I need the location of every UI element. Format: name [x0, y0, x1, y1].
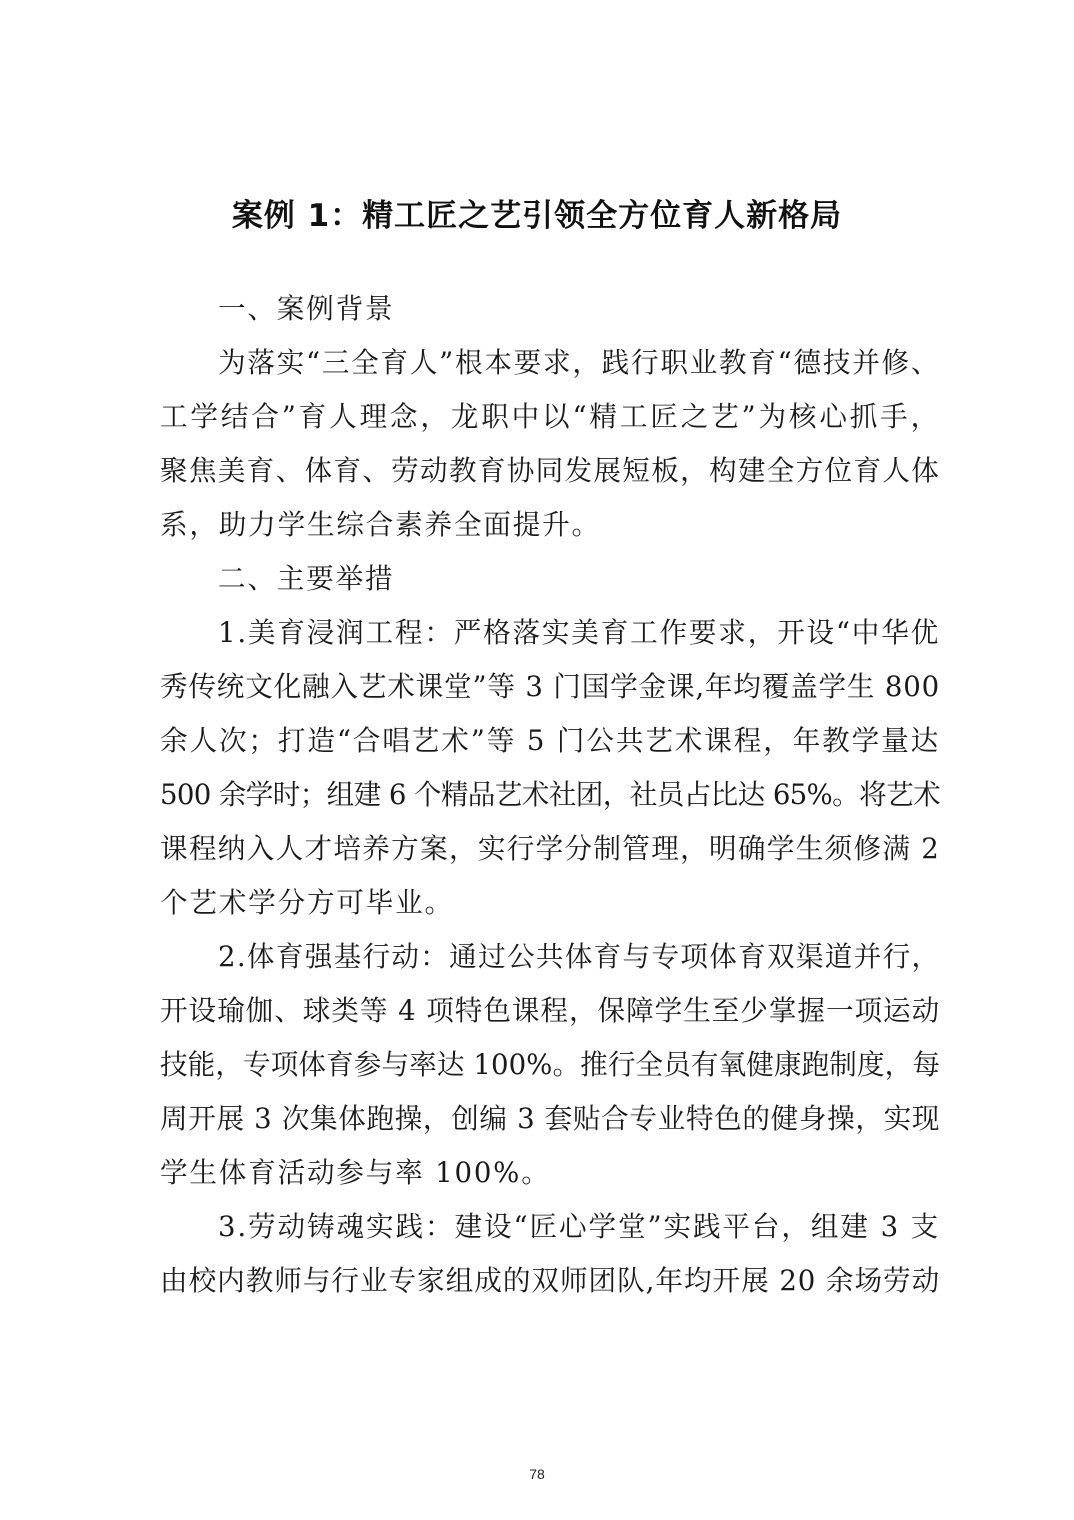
paragraph-line: 3.劳动铸魂实践：建设“匠心学堂”实践平台，组建 3 支	[218, 1210, 940, 1243]
paragraph-line: 余人次；打造“合唱艺术”等 5 门公共艺术课程，年教学量达	[160, 724, 940, 757]
paragraph-line: 2.体育强基行动：通过公共体育与专项体育双渠道并行，	[218, 940, 941, 973]
document-body	[160, 282, 940, 1308]
section-heading-measures: 二、主要举措	[218, 562, 395, 595]
paragraph-line: 开设瑜伽、球类等 4 项特色课程，保障学生至少掌握一项运动	[160, 994, 940, 1027]
paragraph-line: 1.美育浸润工程：严格落实美育工作要求，开设“中华优	[218, 616, 940, 649]
paragraph-line: 个艺术学分方可毕业。	[160, 886, 454, 919]
paragraph-line: 工学结合”育人理念，龙职中以“精工匠之艺”为核心抓手，	[160, 400, 940, 433]
paragraph-line: 秀传统文化融入艺术课堂”等 3 门国学金课,年均覆盖学生 800	[160, 670, 940, 703]
paragraph-line: 由校内教师与行业专家组成的双师团队,年均开展 20 余场劳动	[160, 1264, 940, 1297]
paragraph-line: 技能，专项体育参与率达 100%。推行全员有氧健康跑制度，每	[160, 1048, 940, 1081]
paragraph-line: 周开展 3 次集体跑操，创编 3 套贴合专业特色的健身操，实现	[160, 1102, 940, 1135]
paragraph-line: 500 余学时；组建 6 个精品艺术社团，社员占比达 65%。将艺术	[160, 778, 940, 811]
paragraph-line: 聚焦美育、体育、劳动教育协同发展短板，构建全方位育人体	[160, 454, 941, 487]
page-number: 78	[529, 1466, 545, 1482]
paragraph-line: 学生体育活动参与率 100%。	[160, 1156, 551, 1189]
paragraph-line: 系，助力学生综合素养全面提升。	[160, 508, 601, 541]
page-title: 案例 1：精工匠之艺引领全方位育人新格局	[231, 198, 843, 234]
section-heading-background: 一、案例背景	[218, 292, 395, 325]
paragraph-line: 课程纳入人才培养方案，实行学分制管理，明确学生须修满 2	[160, 832, 941, 865]
paragraph-line: 为落实“三全育人”根本要求，践行职业教育“德技并修、	[218, 346, 940, 379]
